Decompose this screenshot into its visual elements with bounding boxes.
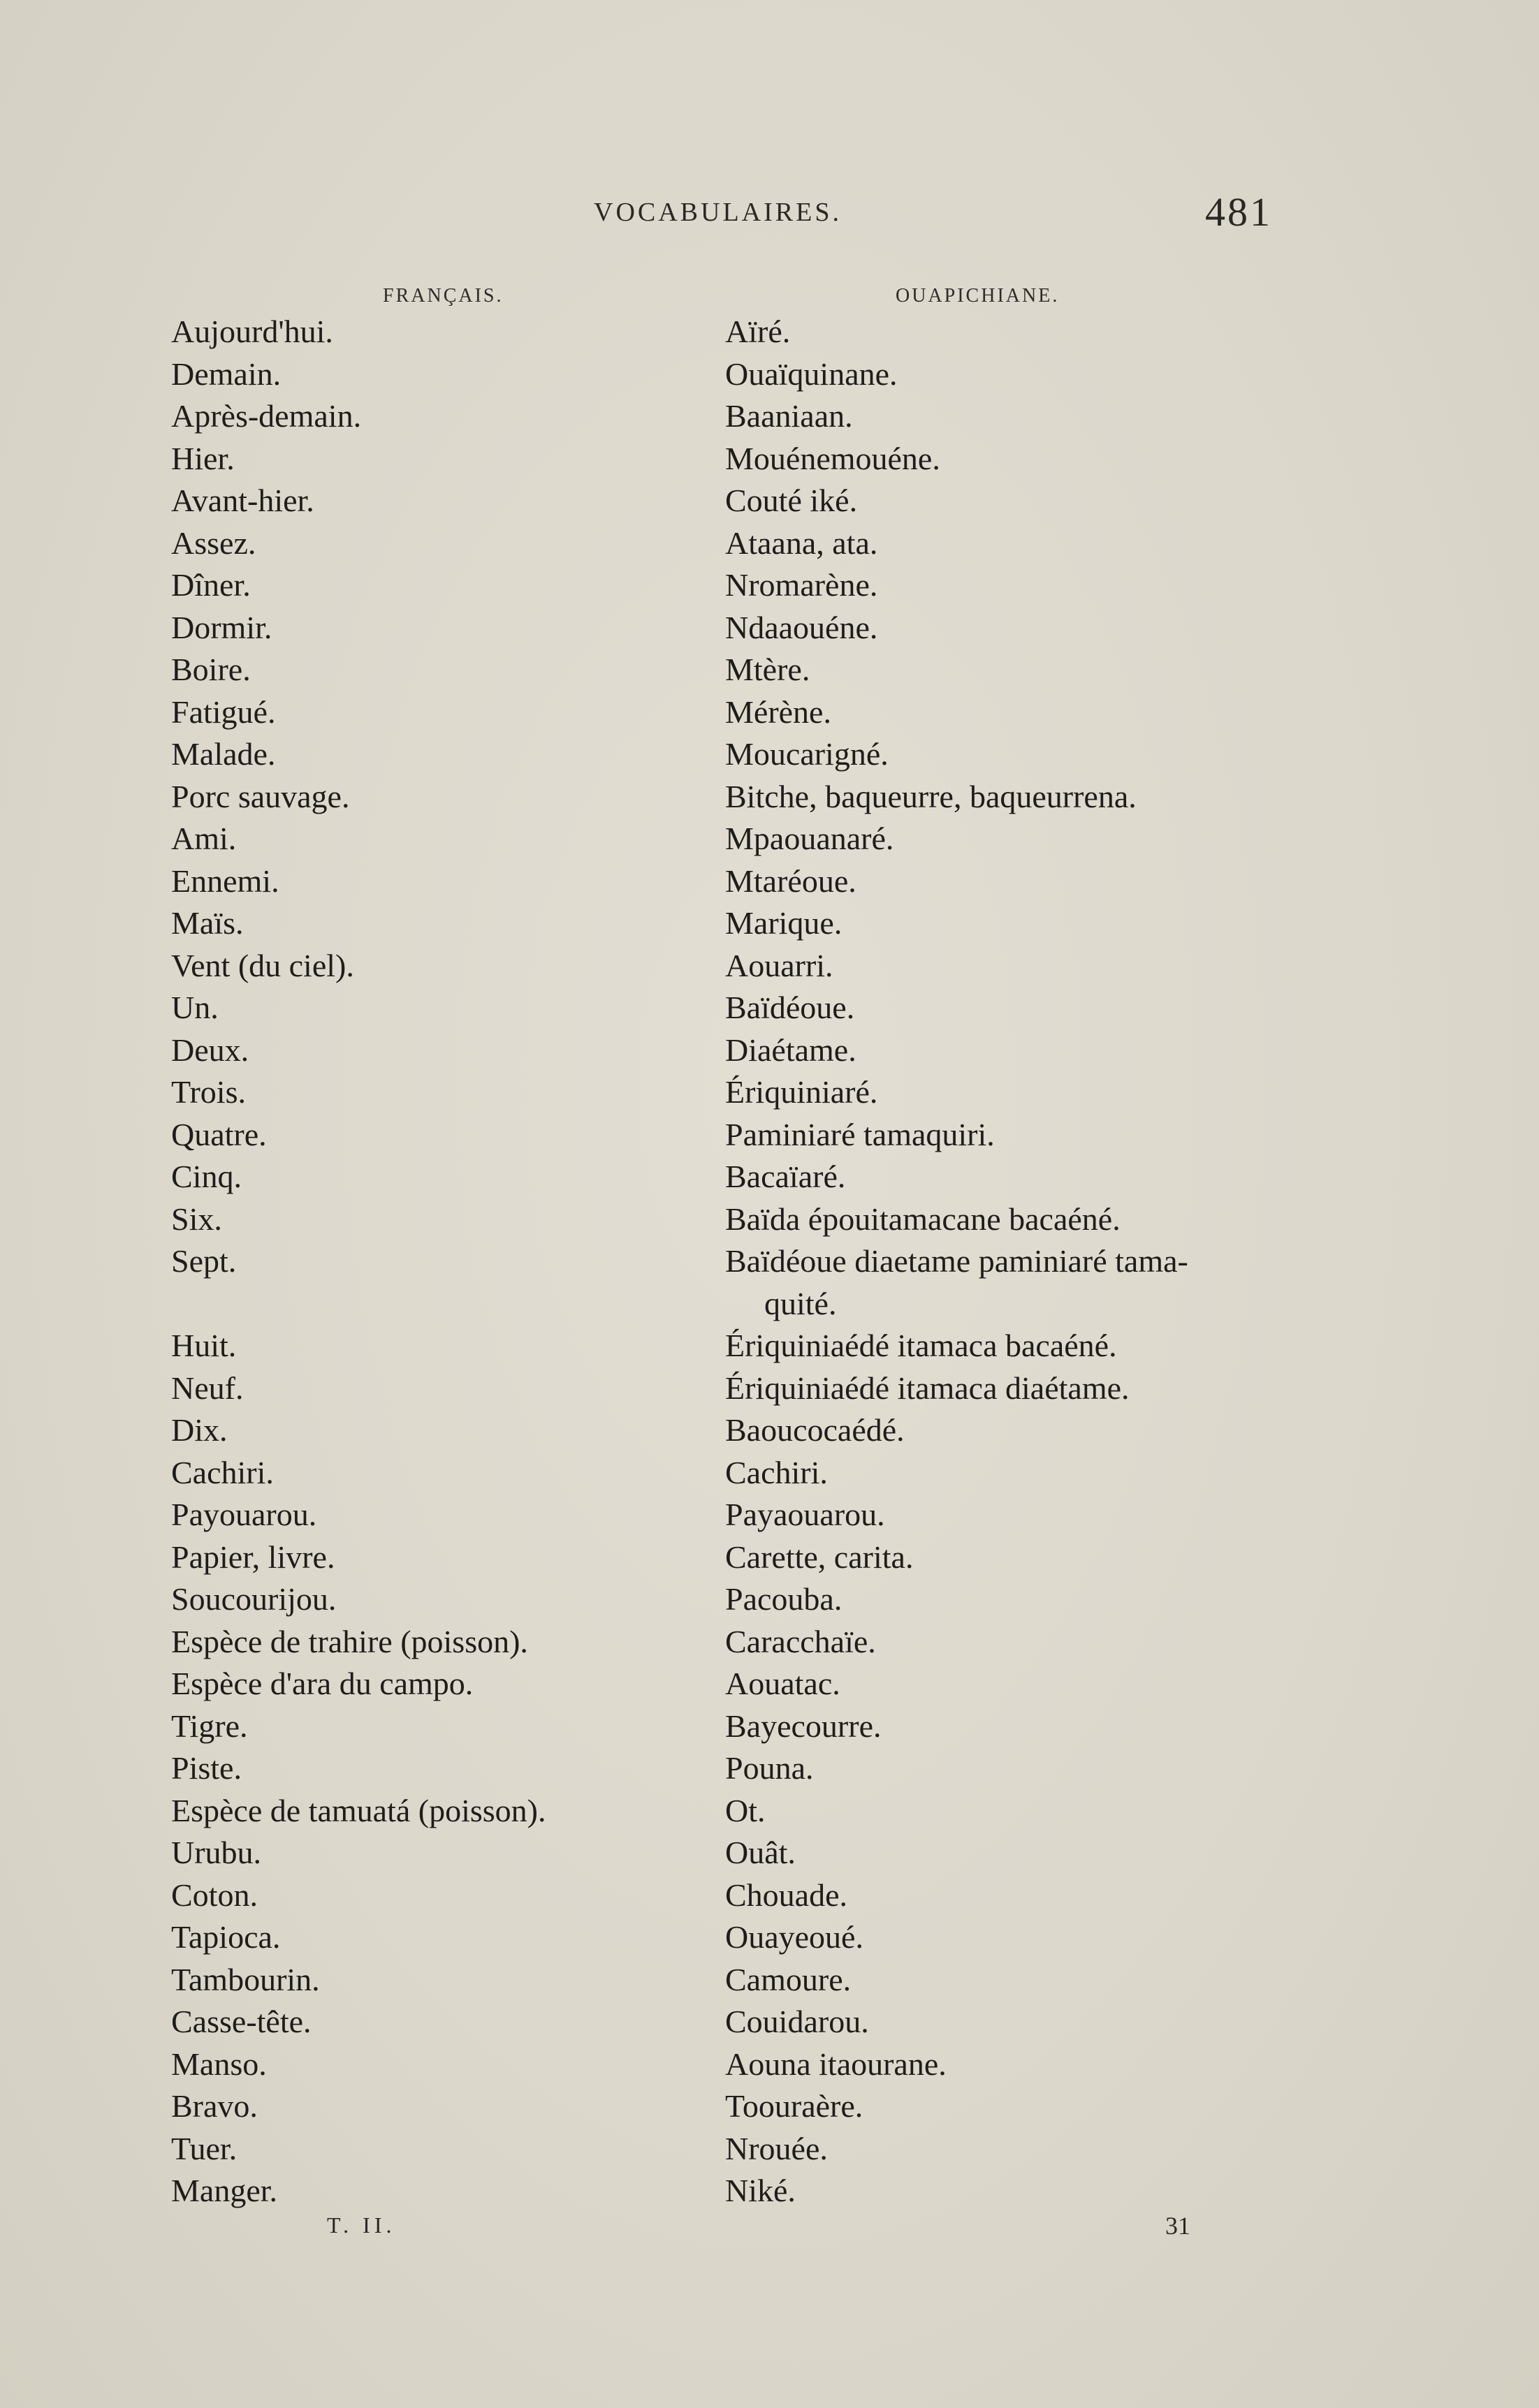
french-word: Manger.: [171, 2173, 278, 2208]
sheet-number: 31: [1165, 2212, 1190, 2240]
ouapichiane-word: Couté iké.: [725, 483, 858, 518]
french-word: Espèce d'ara du campo.: [171, 1666, 474, 1701]
ouapichiane-word: Moucarigné.: [725, 736, 889, 772]
ouapichiane-word: Baaniaan.: [725, 398, 853, 434]
column-header-french: FRANÇAIS.: [383, 285, 504, 307]
french-word: Malade.: [171, 736, 276, 772]
ouapichiane-word: Couidarou.: [725, 2004, 869, 2039]
french-word: Dîner.: [171, 567, 251, 603]
vocabulary-list: [0, 311, 1539, 2212]
ouapichiane-word: Bayecourre.: [725, 1708, 882, 1744]
french-word: Huit.: [171, 1328, 237, 1363]
french-word: Fatigué.: [171, 693, 276, 730]
french-word: Après-demain.: [171, 398, 362, 434]
vocab-row: [0, 1325, 1539, 1367]
french-word: Neuf.: [171, 1370, 244, 1406]
french-word: Casse-tête.: [171, 2004, 312, 2039]
french-word: Piste.: [171, 1750, 242, 1786]
vocab-row: [0, 1240, 1539, 1325]
french-word: Vent (du ciel).: [171, 947, 354, 983]
vocab-row: [0, 1198, 1539, 1241]
vocab-row: [0, 776, 1539, 818]
ouapichiane-word: Mpaouanaré.: [725, 821, 894, 856]
vocab-row: [0, 987, 1539, 1029]
ouapichiane-word: Payaouarou.: [725, 1497, 885, 1532]
vocab-row: [0, 1452, 1539, 1495]
vocab-row: [0, 1409, 1539, 1452]
vocab-row: [0, 2128, 1539, 2171]
french-word: Maïs.: [171, 905, 244, 941]
french-word: Hier.: [171, 440, 235, 476]
french-word: Espèce de tamuatá (poisson).: [171, 1792, 546, 1828]
vocab-row: [0, 395, 1539, 438]
ouapichiane-word: Ériquiniaré.: [725, 1074, 878, 1110]
vocab-row: [0, 649, 1539, 691]
ouapichiane-word: Pacouba.: [725, 1581, 843, 1617]
ouapichiane-word: Aouarri.: [725, 947, 833, 983]
french-word: Espèce de trahire (poisson).: [171, 1623, 528, 1659]
ouapichiane-word: Toouraère.: [725, 2088, 863, 2124]
running-title: VOCABULAIRES.: [594, 198, 842, 227]
ouapichiane-word: Bitche, baqueurre, baqueurrena.: [725, 778, 1137, 814]
vocab-row: [0, 353, 1539, 396]
french-word: Cachiri.: [171, 1454, 274, 1490]
french-word: Dormir.: [171, 609, 272, 645]
ouapichiane-word: Aouatac.: [725, 1666, 840, 1701]
ouapichiane-word: Marique.: [725, 905, 843, 941]
french-word: Quatre.: [171, 1116, 267, 1152]
french-word: Cinq.: [171, 1159, 242, 1194]
vocab-row: [0, 1621, 1539, 1664]
ouapichiane-word: Mouénemouéne.: [725, 440, 940, 476]
page-number: 481: [1205, 189, 1272, 235]
ouapichiane-word: Niké.: [725, 2173, 796, 2208]
ouapichiane-word: Chouade.: [725, 1877, 848, 1913]
vocab-row: [0, 2043, 1539, 2086]
ouapichiane-word: Ndaaouéne.: [725, 609, 878, 645]
french-word: Sept.: [171, 1243, 237, 1279]
ouapichiane-word: Diaétame.: [725, 1032, 856, 1068]
french-word: Urubu.: [171, 1835, 262, 1870]
ouapichiane-word: Caracchaïe.: [725, 1623, 876, 1659]
vocab-row: [0, 1114, 1539, 1157]
vocab-row: [0, 945, 1539, 988]
french-word: Ennemi.: [171, 862, 279, 899]
ouapichiane-word: Ataana, ata.: [725, 524, 878, 561]
vocab-row: [0, 1874, 1539, 1917]
french-word: Avant-hier.: [171, 483, 314, 518]
vocab-row: [0, 1578, 1539, 1621]
vocab-row: [0, 1959, 1539, 2002]
vocab-row: [0, 564, 1539, 607]
vocab-row: [0, 1536, 1539, 1579]
french-word: Bravo.: [171, 2088, 258, 2124]
french-word: Trois.: [171, 1074, 246, 1110]
french-word: Tuer.: [171, 2130, 238, 2166]
vocab-row: [0, 1663, 1539, 1705]
ouapichiane-word: Pouna.: [725, 1750, 814, 1786]
vocab-row: [0, 480, 1539, 522]
ouapichiane-word: Baïda épouitamacane bacaéné.: [725, 1201, 1121, 1237]
vocab-row: [0, 818, 1539, 860]
french-word: Six.: [171, 1201, 222, 1237]
french-word: Un.: [171, 990, 219, 1025]
ouapichiane-word: Nrouée.: [725, 2130, 828, 2166]
ouapichiane-word: Aïré.: [725, 314, 791, 349]
vocab-row: [0, 1747, 1539, 1790]
signature-mark: T. II.: [327, 2212, 396, 2238]
ouapichiane-word: Baoucocaédé.: [725, 1412, 905, 1448]
vocab-row: [0, 1832, 1539, 1874]
ouapichiane-word: Camoure.: [725, 1961, 852, 1997]
vocab-row: [0, 1367, 1539, 1410]
ouapichiane-word: Ot.: [725, 1792, 766, 1828]
ouapichiane-word: Mtère.: [725, 652, 810, 687]
vocab-row: [0, 1029, 1539, 1072]
column-header-ouapichiane: OUAPICHIANE.: [896, 285, 1060, 307]
vocab-row: [0, 1705, 1539, 1748]
ouapichiane-word: Bacaïaré.: [725, 1159, 846, 1194]
ouapichiane-word: Ériquiniaédé itamaca bacaéné.: [725, 1328, 1117, 1363]
french-word: Porc sauvage.: [171, 778, 350, 814]
ouapichiane-word: Paminiaré tamaquiri.: [725, 1116, 995, 1152]
french-word: Dix.: [171, 1412, 228, 1448]
ouapichiane-word: Ouât.: [725, 1835, 796, 1870]
vocab-row: [0, 607, 1539, 649]
ouapichiane-word-continuation: quité.: [764, 1285, 837, 1321]
french-word: Assez.: [171, 524, 256, 561]
french-word: Tapioca.: [171, 1919, 281, 1955]
ouapichiane-word: Mtaréoue.: [725, 862, 856, 899]
vocab-row: [0, 691, 1539, 734]
vocab-row: [0, 438, 1539, 480]
french-word: Papier, livre.: [171, 1539, 335, 1575]
ouapichiane-word: Baïdéoue diaetame paminiaré tama-: [725, 1243, 1188, 1279]
vocab-row: [0, 1156, 1539, 1198]
vocab-row: [0, 1494, 1539, 1536]
vocab-row: [0, 860, 1539, 903]
french-word: Tambourin.: [171, 1961, 320, 1997]
french-word: Deux.: [171, 1032, 249, 1068]
vocab-row: [0, 902, 1539, 945]
ouapichiane-word: Ouayeoué.: [725, 1919, 863, 1955]
vocab-row: [0, 733, 1539, 776]
french-word: Aujourd'hui.: [171, 314, 333, 349]
ouapichiane-word: Mérène.: [725, 693, 831, 730]
vocab-row: [0, 1916, 1539, 1959]
ouapichiane-word: Cachiri.: [725, 1454, 828, 1490]
ouapichiane-word: Ouaïquinane.: [725, 355, 898, 392]
ouapichiane-word: Baïdéoue.: [725, 990, 855, 1025]
vocab-row: [0, 311, 1539, 353]
french-word: Tigre.: [171, 1708, 248, 1744]
vocab-row: [0, 522, 1539, 565]
french-word: Boire.: [171, 652, 251, 687]
ouapichiane-word: Nromarène.: [725, 567, 878, 603]
french-word: Payouarou.: [171, 1497, 317, 1532]
vocab-row: [0, 2085, 1539, 2128]
french-word: Ami.: [171, 821, 237, 856]
vocab-row: [0, 1071, 1539, 1114]
ouapichiane-word: Aouna itaourane.: [725, 2046, 947, 2082]
french-word: Manso.: [171, 2046, 267, 2082]
vocab-row: [0, 1790, 1539, 1833]
french-word: Coton.: [171, 1877, 258, 1913]
vocab-row: [0, 2001, 1539, 2043]
ouapichiane-word: Ériquiniaédé itamaca diaétame.: [725, 1370, 1130, 1406]
vocab-row: [0, 2170, 1539, 2212]
ouapichiane-word: Carette, carita.: [725, 1539, 914, 1575]
french-word: Demain.: [171, 355, 282, 392]
french-word: Soucourijou.: [171, 1581, 337, 1617]
